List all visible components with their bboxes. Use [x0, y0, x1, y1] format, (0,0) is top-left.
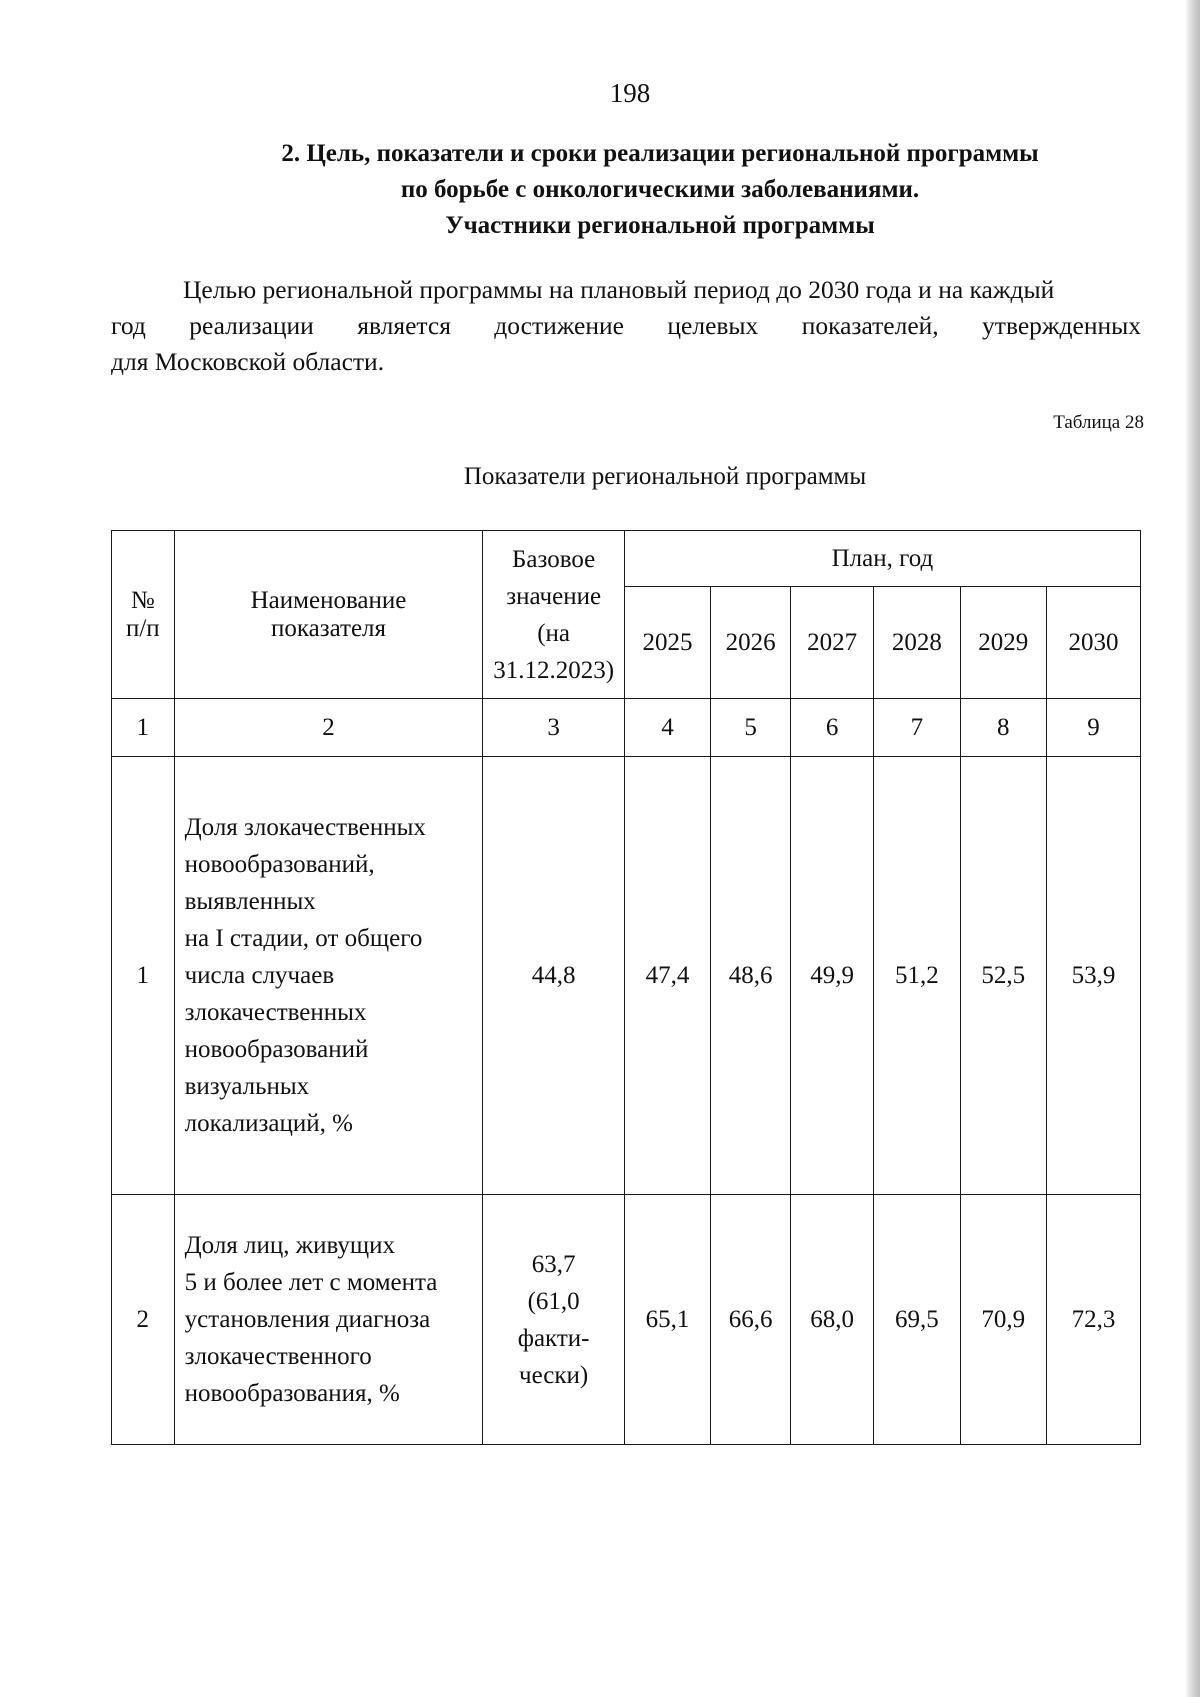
indicator-name-line: новообразования, % — [184, 1380, 400, 1407]
base-value-line: факти- — [517, 1324, 590, 1352]
table-header-row — [112, 531, 1141, 587]
section-heading — [150, 136, 1170, 244]
plan-value: 69,5 — [874, 1195, 960, 1445]
base-value-line: чески) — [519, 1361, 589, 1389]
indicator-name-line: числа случаев — [184, 962, 335, 989]
plan-value: 66,6 — [711, 1195, 791, 1445]
indicator-name-line: новообразований — [184, 1036, 369, 1063]
row-num: 1 — [112, 757, 175, 1195]
column-number: 7 — [874, 699, 960, 757]
indicator-name-line: 5 и более лет с момента — [184, 1269, 438, 1296]
header-year: 2025 — [624, 587, 710, 699]
plan-value: 70,9 — [960, 1195, 1046, 1445]
indicator-name-line: визуальных — [184, 1073, 310, 1100]
heading-line: по борьбе с онкологическими заболеваниями. — [400, 176, 920, 203]
indicator-name-line: злокачественного — [184, 1343, 372, 1370]
header-text: 31.12.2023) — [493, 656, 615, 684]
indicator-name-line: Доля злокачественных — [184, 814, 426, 841]
indicator-name-line: выявленных — [184, 888, 316, 915]
plan-value: 51,2 — [874, 757, 960, 1195]
intro-paragraph — [111, 272, 1141, 380]
header-year: 2029 — [960, 587, 1046, 699]
paragraph-line: для Московской области. — [111, 347, 385, 376]
header-text: значение — [506, 582, 602, 610]
base-value — [483, 757, 624, 1195]
column-number: 3 — [483, 699, 624, 757]
header-text: показателя — [270, 614, 387, 642]
header-year: 2028 — [874, 587, 960, 699]
base-value — [483, 1195, 624, 1445]
indicator-name-line: Доля лиц, живущих — [184, 1232, 396, 1259]
header-year: 2026 — [711, 587, 791, 699]
plan-value: 48,6 — [711, 757, 791, 1195]
plan-value: 65,1 — [624, 1195, 710, 1445]
column-number: 2 — [174, 699, 483, 757]
indicator-name-line: новообразований, — [184, 851, 375, 878]
column-number: 9 — [1046, 699, 1140, 757]
page-number: 198 — [609, 78, 651, 108]
header-text: № — [130, 586, 155, 614]
scan-edge — [1186, 0, 1200, 1697]
header-text: Базовое — [512, 545, 596, 573]
column-number-row — [112, 699, 1141, 757]
header-num — [112, 531, 175, 699]
column-number: 4 — [624, 699, 710, 757]
plan-value: 68,0 — [791, 1195, 874, 1445]
header-text: (на — [537, 619, 571, 647]
indicator-name-line: установления диагноза — [184, 1306, 431, 1333]
base-value-line: 63,7 — [531, 1250, 576, 1278]
base-value-line: 44,8 — [531, 962, 576, 989]
header-year: 2027 — [791, 587, 874, 699]
column-number: 5 — [711, 699, 791, 757]
column-number: 8 — [960, 699, 1046, 757]
table-row — [112, 757, 1141, 1195]
heading-line: 2. Цель, показатели и сроки реализации региональной программы — [281, 140, 1039, 167]
heading-line: Участники региональной программы — [445, 212, 875, 239]
paragraph-line: Целью региональной программы на плановый период до 2030 года и на каждый — [183, 275, 1055, 304]
header-text: п/п — [125, 614, 160, 642]
plan-value: 72,3 — [1046, 1195, 1140, 1445]
row-num: 2 — [112, 1195, 175, 1445]
base-value-line: (61,0 — [527, 1287, 580, 1315]
indicator-name-line: локализаций, % — [184, 1110, 353, 1137]
plan-value: 53,9 — [1046, 757, 1140, 1195]
paragraph-line: год реализации является достижение целевых показателей, утвержденных — [111, 311, 1141, 340]
header-plan: План, год — [624, 531, 1140, 587]
indicator-name — [174, 1195, 483, 1445]
header-year: 2030 — [1046, 587, 1140, 699]
table-number: Таблица 28 — [1053, 412, 1144, 433]
header-name — [174, 531, 483, 699]
indicator-name-line: на I стадии, от общего — [184, 925, 423, 952]
header-base — [483, 531, 624, 699]
header-text: Наименование — [250, 586, 407, 614]
plan-value: 52,5 — [960, 757, 1046, 1195]
column-number: 6 — [791, 699, 874, 757]
table-caption: Показатели региональной программы — [463, 463, 867, 490]
indicator-name-line: злокачественных — [184, 999, 367, 1026]
plan-value: 47,4 — [624, 757, 710, 1195]
table-row — [112, 1195, 1141, 1445]
indicators-table — [111, 530, 1141, 1445]
column-number: 1 — [112, 699, 175, 757]
plan-value: 49,9 — [791, 757, 874, 1195]
indicator-name — [174, 757, 483, 1195]
